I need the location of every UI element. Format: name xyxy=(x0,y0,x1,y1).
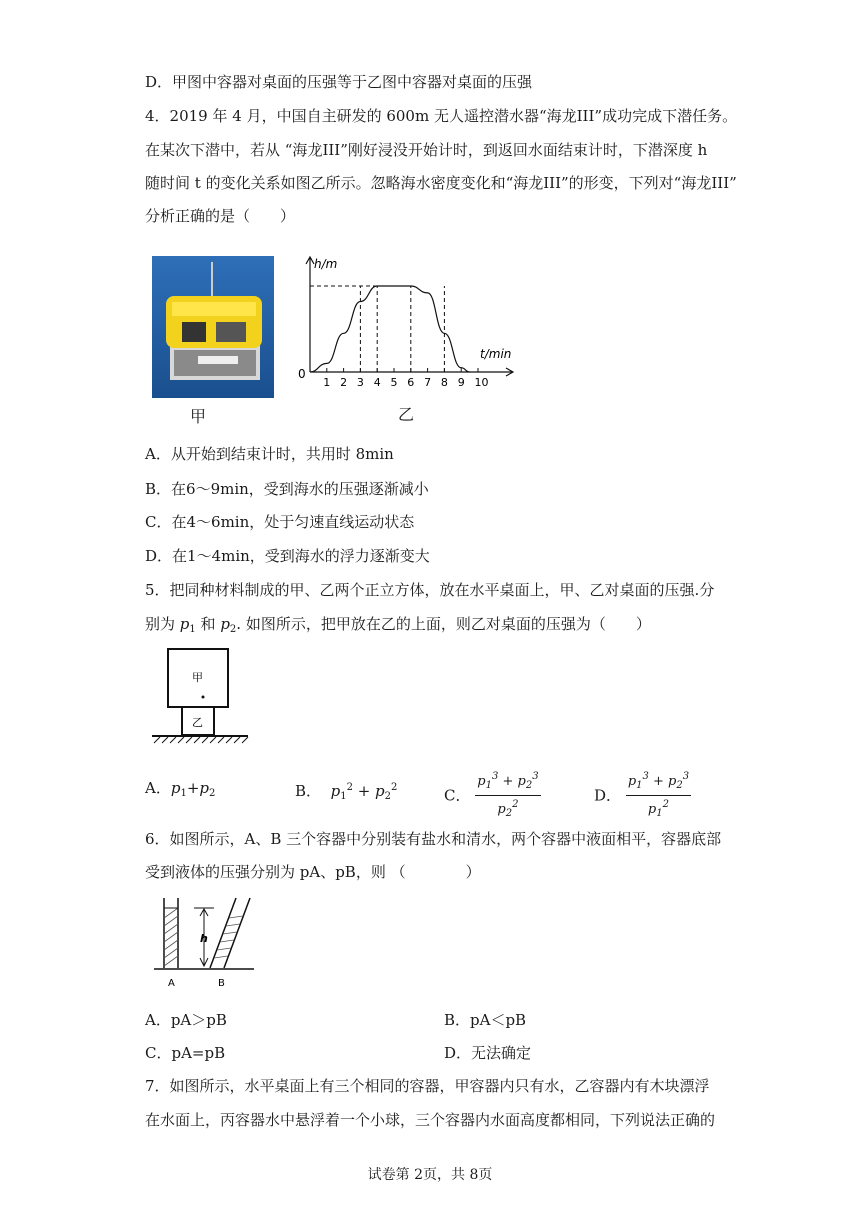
q4-option-d: D．在1～4min，受到海水的浮力逐渐变大 xyxy=(145,547,430,565)
q4-stem-line-1: 4．2019 年 4 月，中国自主研发的 600m 无人遥控潜水器“海龙III”成功完成下潜任务。 xyxy=(145,107,738,125)
x-axis-label: t/min xyxy=(480,347,512,361)
q4-stem-line-3: 随时间 t 的变化关系如图乙所示。忽略海水密度变化和“海龙III”的形变，下列对“海龙III” xyxy=(145,174,737,192)
q4-option-a: A．从开始到结束计时，共用时 8min xyxy=(145,445,394,463)
q5-text-a: 别为 xyxy=(145,615,180,633)
depth-curve xyxy=(310,286,470,372)
q7-stem-line-2: 在水面上，丙容器水中悬浮着一个小球，三个容器内水面高度都相同，下列说法正确的 xyxy=(145,1111,716,1129)
q4-option-c: C．在4～6min，处于匀速直线运动状态 xyxy=(145,513,415,531)
container-a-label: A xyxy=(168,978,175,989)
q4-stem-line-2: 在某次下潜中，若从 “海龙III”刚好浸没开始计时，到返回水面结束计时，下潜深度 h xyxy=(145,141,708,159)
q5-p2-sub: 2 xyxy=(229,624,237,635)
q5-option-b-label: B． xyxy=(295,782,322,800)
containers-figure xyxy=(150,896,260,990)
q5-option-c: C． $\frac{p_1^3 + p_2^3}{p_2^2}$ xyxy=(444,768,541,823)
q5-stem-line-2 xyxy=(145,614,651,640)
x-tick-label: 6 xyxy=(407,376,415,389)
container-b-label: B xyxy=(218,978,225,989)
submersible-photo xyxy=(152,256,274,398)
stacked-cubes-figure xyxy=(150,645,250,747)
y-axis-label: h/m xyxy=(314,257,338,271)
q6-option-c: C．pA=pB xyxy=(145,1044,226,1062)
depth-time-chart xyxy=(290,254,520,394)
q5-option-b: B． $p_1^2 + p_2^2$ xyxy=(295,782,398,802)
q7-stem-line-1: 7．如图所示，水平桌面上有三个相同的容器，甲容器内只有水，乙容器内有木块漂浮 xyxy=(145,1077,710,1095)
origin-label: 0 xyxy=(298,367,306,381)
q4-option-b: B．在6～9min，受到海水的压强逐渐减小 xyxy=(145,480,429,498)
q5-option-a: A．$p_1+p_2$ xyxy=(145,779,216,799)
q5-text-b: 和 xyxy=(195,615,221,633)
q5-option-d: D． $\frac{p_1^3 + p_2^3}{p_1^2}$ xyxy=(594,768,691,823)
page-footer: 试卷第 2页，共 8页 xyxy=(367,1167,493,1183)
height-h-label: h xyxy=(200,932,208,945)
q5-p1-sub: 1 xyxy=(189,624,196,635)
q3-option-d: D．甲图中容器对桌面的压强等于乙图中容器对桌面的压强 xyxy=(145,73,533,91)
q6-option-a: A．pA＞pB xyxy=(145,1011,227,1029)
fig-jia-label: 甲 xyxy=(190,407,207,426)
q5-option-d-label: D． xyxy=(594,786,622,805)
x-tick-label: 8 xyxy=(440,376,448,389)
q5-text-c: . 如图所示，把甲放在乙的上面，则乙对桌面的压强为（ ） xyxy=(236,615,651,633)
q4-stem-line-4: 分析正确的是（ ） xyxy=(145,207,296,225)
q6-stem-line-1: 6．如图所示，A、B 三个容器中分别装有盐水和清水，两个容器中液面相平，容器底部 xyxy=(145,830,722,848)
x-tick-label: 10 xyxy=(474,376,489,389)
q5-p2: p xyxy=(220,615,230,633)
q5-option-c-label: C． xyxy=(444,786,471,805)
x-tick-label: 1 xyxy=(323,376,331,389)
x-tick-label: 4 xyxy=(373,376,381,389)
q6-option-b: B．pA＜pB xyxy=(444,1011,527,1029)
cube-jia-label: 甲 xyxy=(192,671,203,684)
q5-stem-line-1: 5．把同种材料制成的甲、乙两个正立方体，放在水平桌面上，甲、乙对桌面的压强.分 xyxy=(145,581,715,599)
cube-yi-label: 乙 xyxy=(192,716,203,729)
x-tick-label: 3 xyxy=(356,376,364,389)
q5-option-a-label: A． xyxy=(145,779,171,797)
x-tick-label: 5 xyxy=(390,376,398,389)
x-tick-label: 7 xyxy=(424,376,432,389)
x-tick-label: 9 xyxy=(457,376,465,389)
q5-p1: p xyxy=(179,615,190,633)
x-tick-label: 2 xyxy=(340,376,348,389)
q6-option-d: D．无法确定 xyxy=(444,1044,532,1062)
q6-stem-line-2: 受到液体的压强分别为 pA、pB，则 （ ） xyxy=(145,863,481,881)
fig-yi-label: 乙 xyxy=(398,405,415,424)
